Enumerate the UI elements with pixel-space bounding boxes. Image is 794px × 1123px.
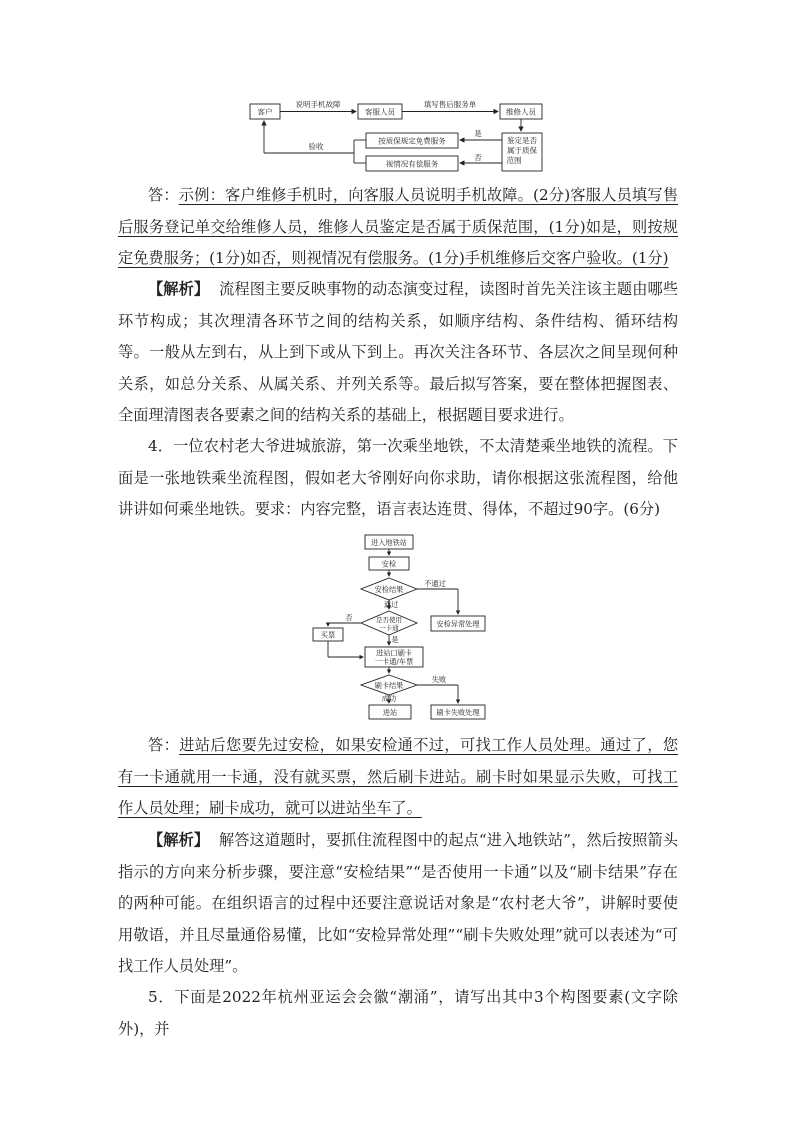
answer-4 [118, 730, 678, 825]
warranty-check-line2: 属于质保 [507, 146, 537, 155]
enter-station-label: 进入地铁站 [371, 538, 407, 547]
analysis-4 [118, 825, 678, 983]
accept-label: 验收 [308, 142, 324, 151]
yes-label: 是 [474, 129, 482, 138]
analysis-3-text: 流程图主要反映事物的动态演变过程，读图时首先关注该主题由哪些环节构成；其次理清各环节之间的结构关系，如顺序结构、条件结构、循环结构等。一般从左到右，从上到下或从下到上。再次关注各环节、各层次之间呈现何种关系，如总分关系、从属关系、并列关系等。最后拟写答案，要在整体把握图表、全面理清图表各要素之间的结构关系的基础上，根据题目要求进行。 [118, 280, 679, 424]
subway-flowchart [305, 533, 493, 723]
use-card-line2: 一卡通 [379, 624, 399, 632]
swipe-fail-handle-label: 刷卡失败处理 [436, 708, 480, 717]
success-label: 成功 [381, 694, 397, 703]
repair-flowchart [244, 98, 544, 174]
customer-label: 客户 [257, 107, 273, 117]
fill-form-label: 填写售后服务单 [423, 100, 477, 109]
no-label: 否 [345, 613, 353, 622]
question-5-text: 5．下面是2022年杭州亚运会会徽“潮涌”，请写出其中3个构图要素(文字除外)，并 [118, 988, 678, 1038]
analysis-4-tag: 【解析】 [148, 831, 210, 849]
paid-service-label: 视情况有偿服务 [385, 159, 439, 169]
failure-label: 失败 [431, 675, 447, 684]
analysis-3-tag: 【解析】 [148, 280, 210, 298]
security-label: 安检 [381, 559, 397, 569]
yes-label: 是 [391, 635, 399, 644]
answer-3-prefix: 答： [148, 186, 179, 204]
swipe-line2: 一卡通/车票 [374, 657, 414, 666]
enter-label: 进站 [382, 708, 398, 717]
answer-3 [118, 180, 678, 275]
fail-label: 不通过 [424, 579, 446, 588]
answer-3-text: 示例：客户维修手机时，向客服人员说明手机故障。(2分)客服人员填写售后服务登记单交给维修人员，维修人员鉴定是否属于质保范围，(1分)如是，则按规定免费服务；(1分)如否，则视情况有偿服务。(1分)手机维修后交客户验收。(1分) [118, 186, 679, 267]
question-4-text: 4．一位农村老大爷进城旅游，第一次乘坐地铁，不太清楚乘坐地铁的流程。下面是一张地铁乘坐流程图，假如老大爷刚好向你求助，请你根据这张流程图，给他讲讲如何乘坐地铁。要求：内容完整，语言表达连贯、得体，不超过90字。(6分) [118, 437, 678, 518]
service-staff-label: 客服人员 [365, 107, 395, 117]
use-card-line1: 是否使用 [376, 616, 402, 624]
warranty-check-line3: 范围 [506, 156, 522, 165]
answer-4-prefix: 答： [148, 736, 180, 754]
swipe-line1: 进站口刷卡 [376, 648, 412, 658]
buy-ticket-label: 买票 [320, 630, 336, 640]
no-label: 否 [474, 153, 482, 162]
question-5 [118, 982, 678, 1045]
repair-staff-label: 维修人员 [506, 107, 536, 117]
question-4 [118, 431, 678, 526]
pass-label: 通过 [383, 600, 399, 609]
analysis-4-text: 解答这道题时，要抓住流程图中的起点“进入地铁站”，然后按照箭头指示的方向来分析步骤，要注意“安检结果”“是否使用一卡通”以及“刷卡结果”存在的两种可能。在组织语言的过程中还要注意说话对象是“农村老大爷”，讲解时要使用敬语，并且尽量通俗易懂，比如“安检异常处理”“刷卡失败处理”就可以表述为“可找工作人员处理”。 [118, 831, 679, 975]
swipe-result-label: 刷卡结果 [374, 681, 404, 690]
answer-4-text: 进站后您要先过安检，如果安检通不过，可找工作人员处理。通过了，您有一卡通就用一卡通，没有就买票，然后刷卡进站。刷卡时如果显示失败，可找工作人员处理；刷卡成功，就可以进站坐车了。 [118, 736, 679, 817]
explain-fault-label: 说明手机故障 [295, 100, 341, 109]
security-abnormal-label: 安检异常处理 [436, 619, 480, 629]
analysis-3 [118, 274, 678, 432]
security-result-label: 安检结果 [374, 585, 404, 594]
free-service-label: 按质保规定免费服务 [378, 136, 446, 146]
warranty-check-line1: 鉴定是否 [507, 136, 537, 145]
